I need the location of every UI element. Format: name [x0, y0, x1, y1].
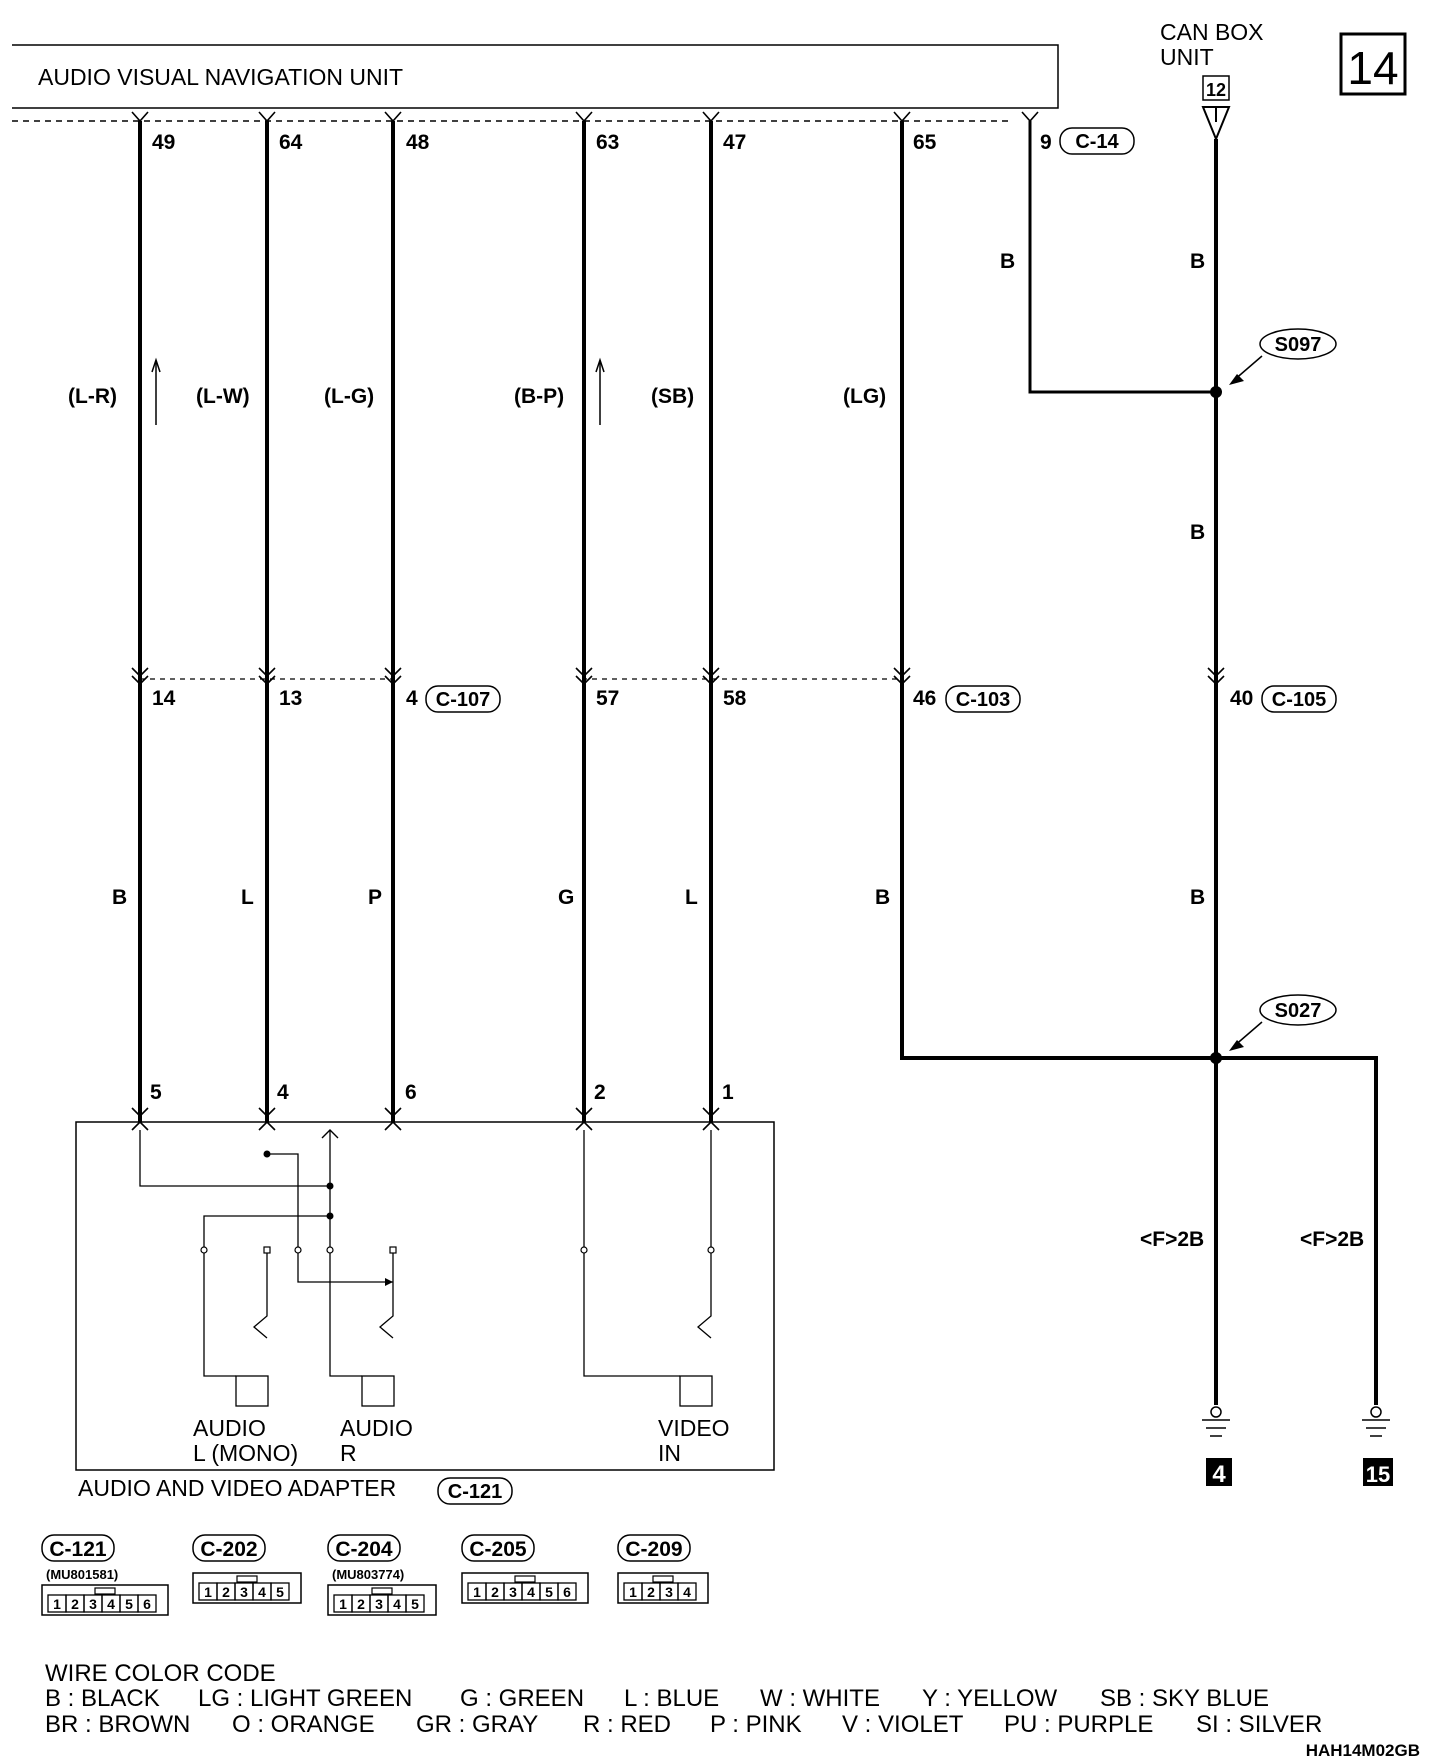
- wire-64: [196, 131, 303, 1104]
- legend-item: O : ORANGE: [232, 1711, 375, 1738]
- connector-diagram-label: C-205: [469, 1538, 527, 1561]
- connector-pin-number: 5: [545, 1584, 553, 1600]
- wire-color-legend: [45, 1660, 1322, 1738]
- main-unit-label: AUDIO VISUAL NAVIGATION UNIT: [38, 64, 404, 90]
- legend-item: GR : GRAY: [416, 1711, 539, 1738]
- can-box-label-1: CAN BOX: [1160, 19, 1264, 45]
- connector-pin-number: 1: [629, 1584, 637, 1600]
- av-adapter: [76, 1122, 774, 1504]
- wire-49: [68, 131, 176, 1104]
- wire-color-label: B: [875, 886, 891, 909]
- wire-color-label: (L-G): [324, 385, 375, 408]
- adapter-label: AUDIO AND VIDEO ADAPTER: [78, 1475, 397, 1501]
- connector-diagram-c-209: [618, 1535, 708, 1603]
- pin-label: 46: [913, 687, 937, 710]
- splice-dot: [1210, 386, 1222, 398]
- legend-item: LG : LIGHT GREEN: [198, 1685, 413, 1712]
- ground-15: [1362, 1407, 1393, 1487]
- connector-c107: [426, 686, 500, 712]
- jack-audio-l-label-1: AUDIO: [193, 1415, 266, 1441]
- ground-code: <F>2B: [1300, 1228, 1365, 1251]
- connector-pin-number: 6: [563, 1584, 571, 1600]
- connector-pin-number: 3: [509, 1584, 517, 1600]
- pin-label: 4: [277, 1081, 289, 1104]
- diagram-code: HAH14M02GB: [1305, 1741, 1420, 1760]
- connector-pin-number: 4: [107, 1596, 115, 1612]
- pin-mark: [894, 112, 910, 121]
- wire-color-label: (SB): [651, 385, 695, 408]
- can-box-pin: 12: [1205, 80, 1227, 100]
- ground-wire-9: [1000, 128, 1134, 273]
- legend-item: SB : SKY BLUE: [1100, 1685, 1269, 1712]
- pin-mark: [1022, 112, 1038, 121]
- connector-diagram-c-205: [462, 1535, 588, 1603]
- legend-item: R : RED: [583, 1711, 672, 1738]
- jack-audio-l-label-2: L (MONO): [193, 1440, 299, 1466]
- legend-item: Y : YELLOW: [922, 1685, 1058, 1712]
- can-box-label-2: UNIT: [1160, 44, 1214, 70]
- main-unit: [12, 45, 1058, 121]
- connector-pin-number: 5: [411, 1596, 419, 1612]
- connector-diagram-c-202: [193, 1535, 301, 1603]
- wire-color-label: B: [1190, 886, 1206, 909]
- pin-label: 49: [152, 131, 176, 154]
- wire-color-label: L: [685, 886, 698, 909]
- splice-label: S027: [1274, 1000, 1322, 1022]
- pin-label: 57: [596, 687, 620, 710]
- can-box-unit: [1160, 19, 1264, 139]
- ground-number: 4: [1212, 1461, 1226, 1488]
- pin-mark: [259, 112, 275, 121]
- can-wire-labels: [1190, 250, 1205, 909]
- pin-label: 63: [596, 131, 620, 154]
- wire-color-label: G: [558, 886, 575, 909]
- connector-c105: [1230, 686, 1336, 712]
- splice-s027: [1229, 995, 1336, 1051]
- jack-video-label-1: VIDEO: [658, 1415, 730, 1441]
- connector-pin-number: 3: [665, 1584, 673, 1600]
- connector-pin-number: 1: [204, 1584, 212, 1600]
- pin-label: 9: [1040, 131, 1052, 154]
- connector-label: C-105: [1271, 689, 1327, 711]
- wire-color-label: B: [112, 886, 128, 909]
- wire-color-label: (LG): [843, 385, 887, 408]
- wire-63: [514, 131, 619, 1104]
- splice-dot: [1210, 1052, 1222, 1064]
- connector-pin-number: 2: [647, 1584, 655, 1600]
- wire-color-label: B: [1190, 521, 1206, 544]
- wire-color-label: B: [1000, 250, 1016, 273]
- jack-video-label-2: IN: [658, 1440, 681, 1466]
- connector-pin-number: 1: [339, 1596, 347, 1612]
- connector-pin-number: 2: [357, 1596, 365, 1612]
- pin-label: 4: [406, 687, 418, 710]
- wire-color-label: (L-W): [196, 385, 250, 408]
- connector-diagram-c-204: [328, 1535, 436, 1615]
- wire-color-label: (B-P): [514, 385, 565, 408]
- connector-pin-number: 5: [125, 1596, 133, 1612]
- connector-pin-number: 4: [258, 1584, 266, 1600]
- connector-pin-number: 4: [393, 1596, 401, 1612]
- adapter-connector-label: C-121: [447, 1481, 503, 1503]
- ground-4: [1202, 1407, 1232, 1488]
- pin-label: 14: [152, 687, 176, 710]
- pin-label: 58: [723, 687, 747, 710]
- jack-audio-r-label-1: AUDIO: [340, 1415, 413, 1441]
- page-number: 14: [1347, 42, 1399, 94]
- connector-part-number: (MU803774): [332, 1567, 405, 1582]
- legend-item: BR : BROWN: [45, 1711, 191, 1738]
- connector-diagram-label: C-204: [335, 1538, 393, 1561]
- connector-diagram-label: C-121: [49, 1538, 107, 1561]
- connector-pin-number: 1: [473, 1584, 481, 1600]
- connector-diagram-label: C-209: [625, 1538, 683, 1561]
- legend-item: PU : PURPLE: [1004, 1711, 1154, 1738]
- legend-item: V : VIOLET: [842, 1711, 964, 1738]
- connector-c103: [946, 686, 1020, 712]
- pin-label: 40: [1230, 687, 1254, 710]
- connector-pin-number: 5: [276, 1584, 284, 1600]
- wire-47: [651, 131, 747, 1104]
- wire-65: [843, 131, 937, 909]
- jack-audio-r-label-2: R: [340, 1440, 357, 1466]
- pin-label: 65: [913, 131, 937, 154]
- pin-label: 48: [406, 131, 430, 154]
- connector-pin-number: 2: [71, 1596, 79, 1612]
- connector-pin-number: 4: [527, 1584, 535, 1600]
- connector-diagram-label: C-202: [200, 1538, 258, 1561]
- wire-line: [1030, 121, 1216, 392]
- pin-label: 1: [722, 1081, 734, 1104]
- legend-item: SI : SILVER: [1196, 1711, 1323, 1738]
- pin-label: 5: [150, 1081, 162, 1104]
- connector-diagrams: [42, 1535, 708, 1615]
- connector-label: C-107: [435, 689, 491, 711]
- ground-number: 15: [1365, 1462, 1391, 1487]
- pin-label: 6: [405, 1081, 417, 1104]
- connector-label: C-103: [955, 689, 1011, 711]
- pin-mark: [385, 112, 401, 121]
- wire-color-label: P: [368, 886, 383, 909]
- connector-diagram-c-121: [42, 1535, 168, 1615]
- ground-code: <F>2B: [1140, 1228, 1205, 1251]
- connector-part-number: (MU801581): [46, 1567, 119, 1582]
- legend-item: G : GREEN: [460, 1685, 585, 1712]
- legend-item: W : WHITE: [760, 1685, 880, 1712]
- pin-mark: [576, 112, 592, 121]
- splice-s097: [1229, 329, 1336, 385]
- connector-pin-number: 2: [491, 1584, 499, 1600]
- pin-mark: [703, 112, 719, 121]
- legend-item: P : PINK: [710, 1711, 802, 1738]
- pin-label: 13: [279, 687, 303, 710]
- connector-pin-number: 3: [240, 1584, 248, 1600]
- wire-48: [324, 131, 430, 1104]
- wire-color-label: L: [241, 886, 254, 909]
- connector-pin-number: 3: [375, 1596, 383, 1612]
- legend-title: WIRE COLOR CODE: [45, 1660, 276, 1687]
- wire-color-label: B: [1190, 250, 1206, 273]
- connector-pin-number: 2: [222, 1584, 230, 1600]
- legend-item: L : BLUE: [624, 1685, 720, 1712]
- connector-pin-number: 4: [683, 1584, 691, 1600]
- page-number-box: [1341, 34, 1405, 94]
- wire-color-label: (L-R): [68, 385, 117, 408]
- pin-mark: [132, 112, 148, 121]
- pin-label: 47: [723, 131, 747, 154]
- splice-label: S097: [1274, 334, 1322, 356]
- connector-pin-number: 6: [143, 1596, 151, 1612]
- connector-pin-number: 3: [89, 1596, 97, 1612]
- pin-label: 64: [279, 131, 303, 154]
- pin-label: 2: [594, 1081, 606, 1104]
- connector-label: C-14: [1075, 131, 1119, 153]
- wire-lines: [132, 112, 1376, 1405]
- legend-item: B : BLACK: [45, 1685, 160, 1712]
- connector-pin-number: 1: [53, 1596, 61, 1612]
